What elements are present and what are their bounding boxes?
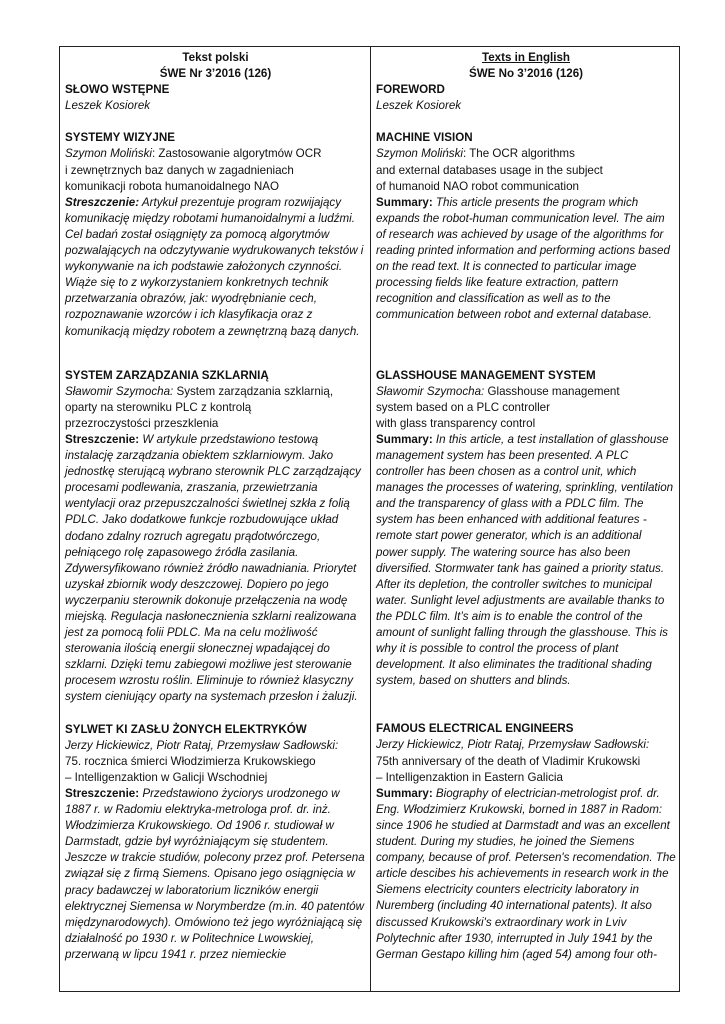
english-foreword-author: Leszek Kosiorek — [376, 99, 462, 113]
article-subject: przezroczystości przeszklenia — [65, 416, 219, 430]
summary-text: Biography of electrician-metrologist prof. dr. Eng. Włodzimierz Krukowski, borned in 1887 in Radom: since 1906 he studied at Darmstadt and was an excellent student. During my studies, he joined the Siemens company, because of prof. Petersen's recomendation. The article descibes his achievements in research work in the Siemens electricity counters electricity laboratory in Nuremberg (including 40 international patents). It also discussed Krukowski's extraordinary work in Lviv Polytechnic after 1930, interrupted in July 1941 by the German Gestapo killing him (aged 54) among four oth- — [376, 786, 676, 961]
section-title: MACHINE VISION — [376, 131, 473, 145]
summary-text: Przedstawiono życiorys urodzonego w 1887 r. w Radomiu elektryka-metrologa prof. dr. inż. Włodzimierza Krukowskiego. Od 1906 r. studiował w Darmstadt, gdzie był wyróżniającym się studentem. Jeszcze w trakcie studiów, polecony przez prof. Petersena związał się z firmą Siemens. Opisano jego osiągnięcia w pracy badawczej w laboratorium liczników energii elektrycznej Siemensa w Norymberdze (m.in. 40 patentów międzynarodowych). Omówiono też jego wyróżniającą się działalność po 1930 r. w Politechnice Lwowskiej, przerwaną w lipcu 1941 r. przez niemieckie — [65, 786, 365, 961]
article-subject: system based on a PLC controller — [376, 400, 550, 414]
section-title: SYSTEM ZARZĄDZANIA SZKLARNIĄ — [65, 368, 269, 382]
article-subject: System zarządzania szklarnią, — [173, 384, 334, 398]
polish-header — [65, 50, 366, 82]
article-author: Jerzy Hickiewicz, Piotr Rataj, Przemysław Sadłowski: — [376, 738, 650, 752]
english-issue-number: ŚWE No 3’2016 (126) — [468, 67, 584, 81]
article-subject: of humanoid NAO robot communication — [376, 179, 579, 193]
summary-text: In this article, a test installation of glasshouse management system has been presented. A PLC controller has been chosen as a control unit, which manages the processes of watering, sprinkling, ventilation and the transparency of glass with a PDLC film. The system has been enhanced with additional features - remote start power generator, which is an additional power supply. The watering source has also been diversified. Stormwater tank has gained a priority status. After its depletion, the controller switches to municipal water. Sunlight level adjustments are available thanks to the PDLC film. It’s aim is to enable the control of the amount of sunlight falling through the glasshouse. This is why it is possible to control the process of plant development. It also eliminates the traditional shading system, based on shutters and blinds. — [376, 432, 674, 688]
article-subject: and external databases usage in the subject — [376, 163, 603, 177]
english-article-1 — [376, 130, 676, 323]
article-author: Szymon Moliński — [65, 147, 152, 161]
article-author: Sławomir Szymocha: — [65, 384, 174, 398]
article-author: Jerzy Hickiewicz, Piotr Rataj, Przemysław Sadłowski: — [65, 738, 339, 752]
summary-label: Summary: — [376, 195, 433, 209]
polish-article-3 — [65, 722, 366, 963]
article-subject: – Intelligenzaktion in Eastern Galicia — [376, 770, 563, 784]
article-subject: oparty na sterowniku PLC z kontrolą — [65, 400, 252, 414]
english-column — [371, 46, 680, 963]
article-subject: 75th anniversary of the death of Vladimir Krukowski — [376, 754, 641, 768]
polish-column — [60, 46, 370, 963]
article-subject: komunikacji robota humanoidalnego NAO — [65, 179, 279, 193]
article-author: Sławomir Szymocha: — [376, 384, 485, 398]
summary-label: Streszczenie: — [65, 195, 140, 209]
summary-label: Streszczenie: — [65, 786, 140, 800]
english-header — [376, 50, 676, 82]
polish-article-1 — [65, 130, 366, 339]
summary-text: W artykule przedstawiono testową instalację zarządzania obiektem szklarniowym. Jako jednostkę sterującą wybrano sterownik PLC zarządzający procesami podlewania, zraszania, przewietrzania wentylacji oraz przepuszczalności świetlnej szkła z folią PDLC. Jako dodatkowe funkcje rozbudowujące układ dodano zdalny rozruch agregatu prądotwórczego, pełniącego rolę zapasowego źródła zasilania. Zdywersyfikowano również źródło nawadniania. Priorytet uzyskał zbiornik wody deszczowej. Dopiero po jego wyczerpaniu sterownik dokonuje przełączenia na wodę miejską. Regulacja nasłonecznienia szklarni realizowana jest za pomocą folii PDLC. Ma na celu możliwość sterowania ilością energii słonecznej wpadającej do szklarni. Dzięki temu zabiegowi możliwe jest sterowanie procesem wzrostu roślin. Eliminuje to również klasyczny system cieniujący oparty na systemach przesłon i żaluzji. — [65, 432, 361, 704]
article-author: Szymon Moliński — [376, 147, 463, 161]
polish-foreword-title: SŁOWO WSTĘPNE — [65, 83, 170, 97]
summary-label: Streszczenie: — [65, 432, 140, 446]
article-subject: 75. rocznica śmierci Włodzimierza Krukowskiego — [65, 754, 316, 768]
summary-label: Summary: — [376, 786, 433, 800]
summary-label: Summary: — [376, 432, 433, 446]
polish-issue-number: ŚWE Nr 3’2016 (126) — [159, 67, 272, 81]
english-foreword-title: FOREWORD — [376, 83, 445, 97]
article-subject: : The OCR algorithms — [462, 147, 575, 161]
english-article-3 — [376, 721, 676, 962]
section-title: GLASSHOUSE MANAGEMENT SYSTEM — [376, 368, 596, 382]
section-title: FAMOUS ELECTRICAL ENGINEERS — [376, 722, 574, 736]
summary-text: This article presents the program which expands the robot-human communication level. The aim of research was achieved by usage of the algorithms for reading printed information and performing actions based on the read text. It is connected to particular image processing fields like feature extraction, pattern recognition and classification as well as to the communication between robot and external database. — [376, 195, 670, 322]
section-title: SYLWET KI ZASŁU ŻONYCH ELEKTRYKÓW — [65, 722, 307, 736]
article-subject: i zewnętrznych baz danych w zagadnieniach — [65, 163, 294, 177]
section-title: SYSTEMY WIZYJNE — [65, 131, 175, 145]
article-subject: : Zastosowanie algorytmów OCR — [151, 147, 322, 161]
article-subject: Glasshouse management — [484, 384, 620, 398]
english-article-2 — [376, 368, 676, 690]
polish-foreword-author: Leszek Kosiorek — [65, 99, 151, 113]
article-subject: – Intelligenzaktion w Galicji Wschodniej — [65, 770, 268, 784]
summary-text: Artykuł prezentuje program rozwijający komunikację między robotami humanoidalnymi a ludźmi. Cel badań został osiągnięty za pomocą algorytmów pozwalających na odczytywanie wydrukowanych tekstów i wykonywanie na ich podstawie założonych czynności. Wiąże się to z wykorzystaniem konkretnych technik przetwarzania obrazów, jak: wyodrębnianie cech, rozpoznawanie wzorców i ich klasyfikacja oraz z komunikacją między robotem a zewnętrzną bazą danych. — [65, 195, 364, 338]
article-subject: with glass transparency control — [376, 416, 536, 430]
polish-article-2 — [65, 368, 366, 706]
polish-header-title: Tekst polski — [182, 51, 249, 64]
english-header-title: Texts in English — [481, 51, 571, 64]
